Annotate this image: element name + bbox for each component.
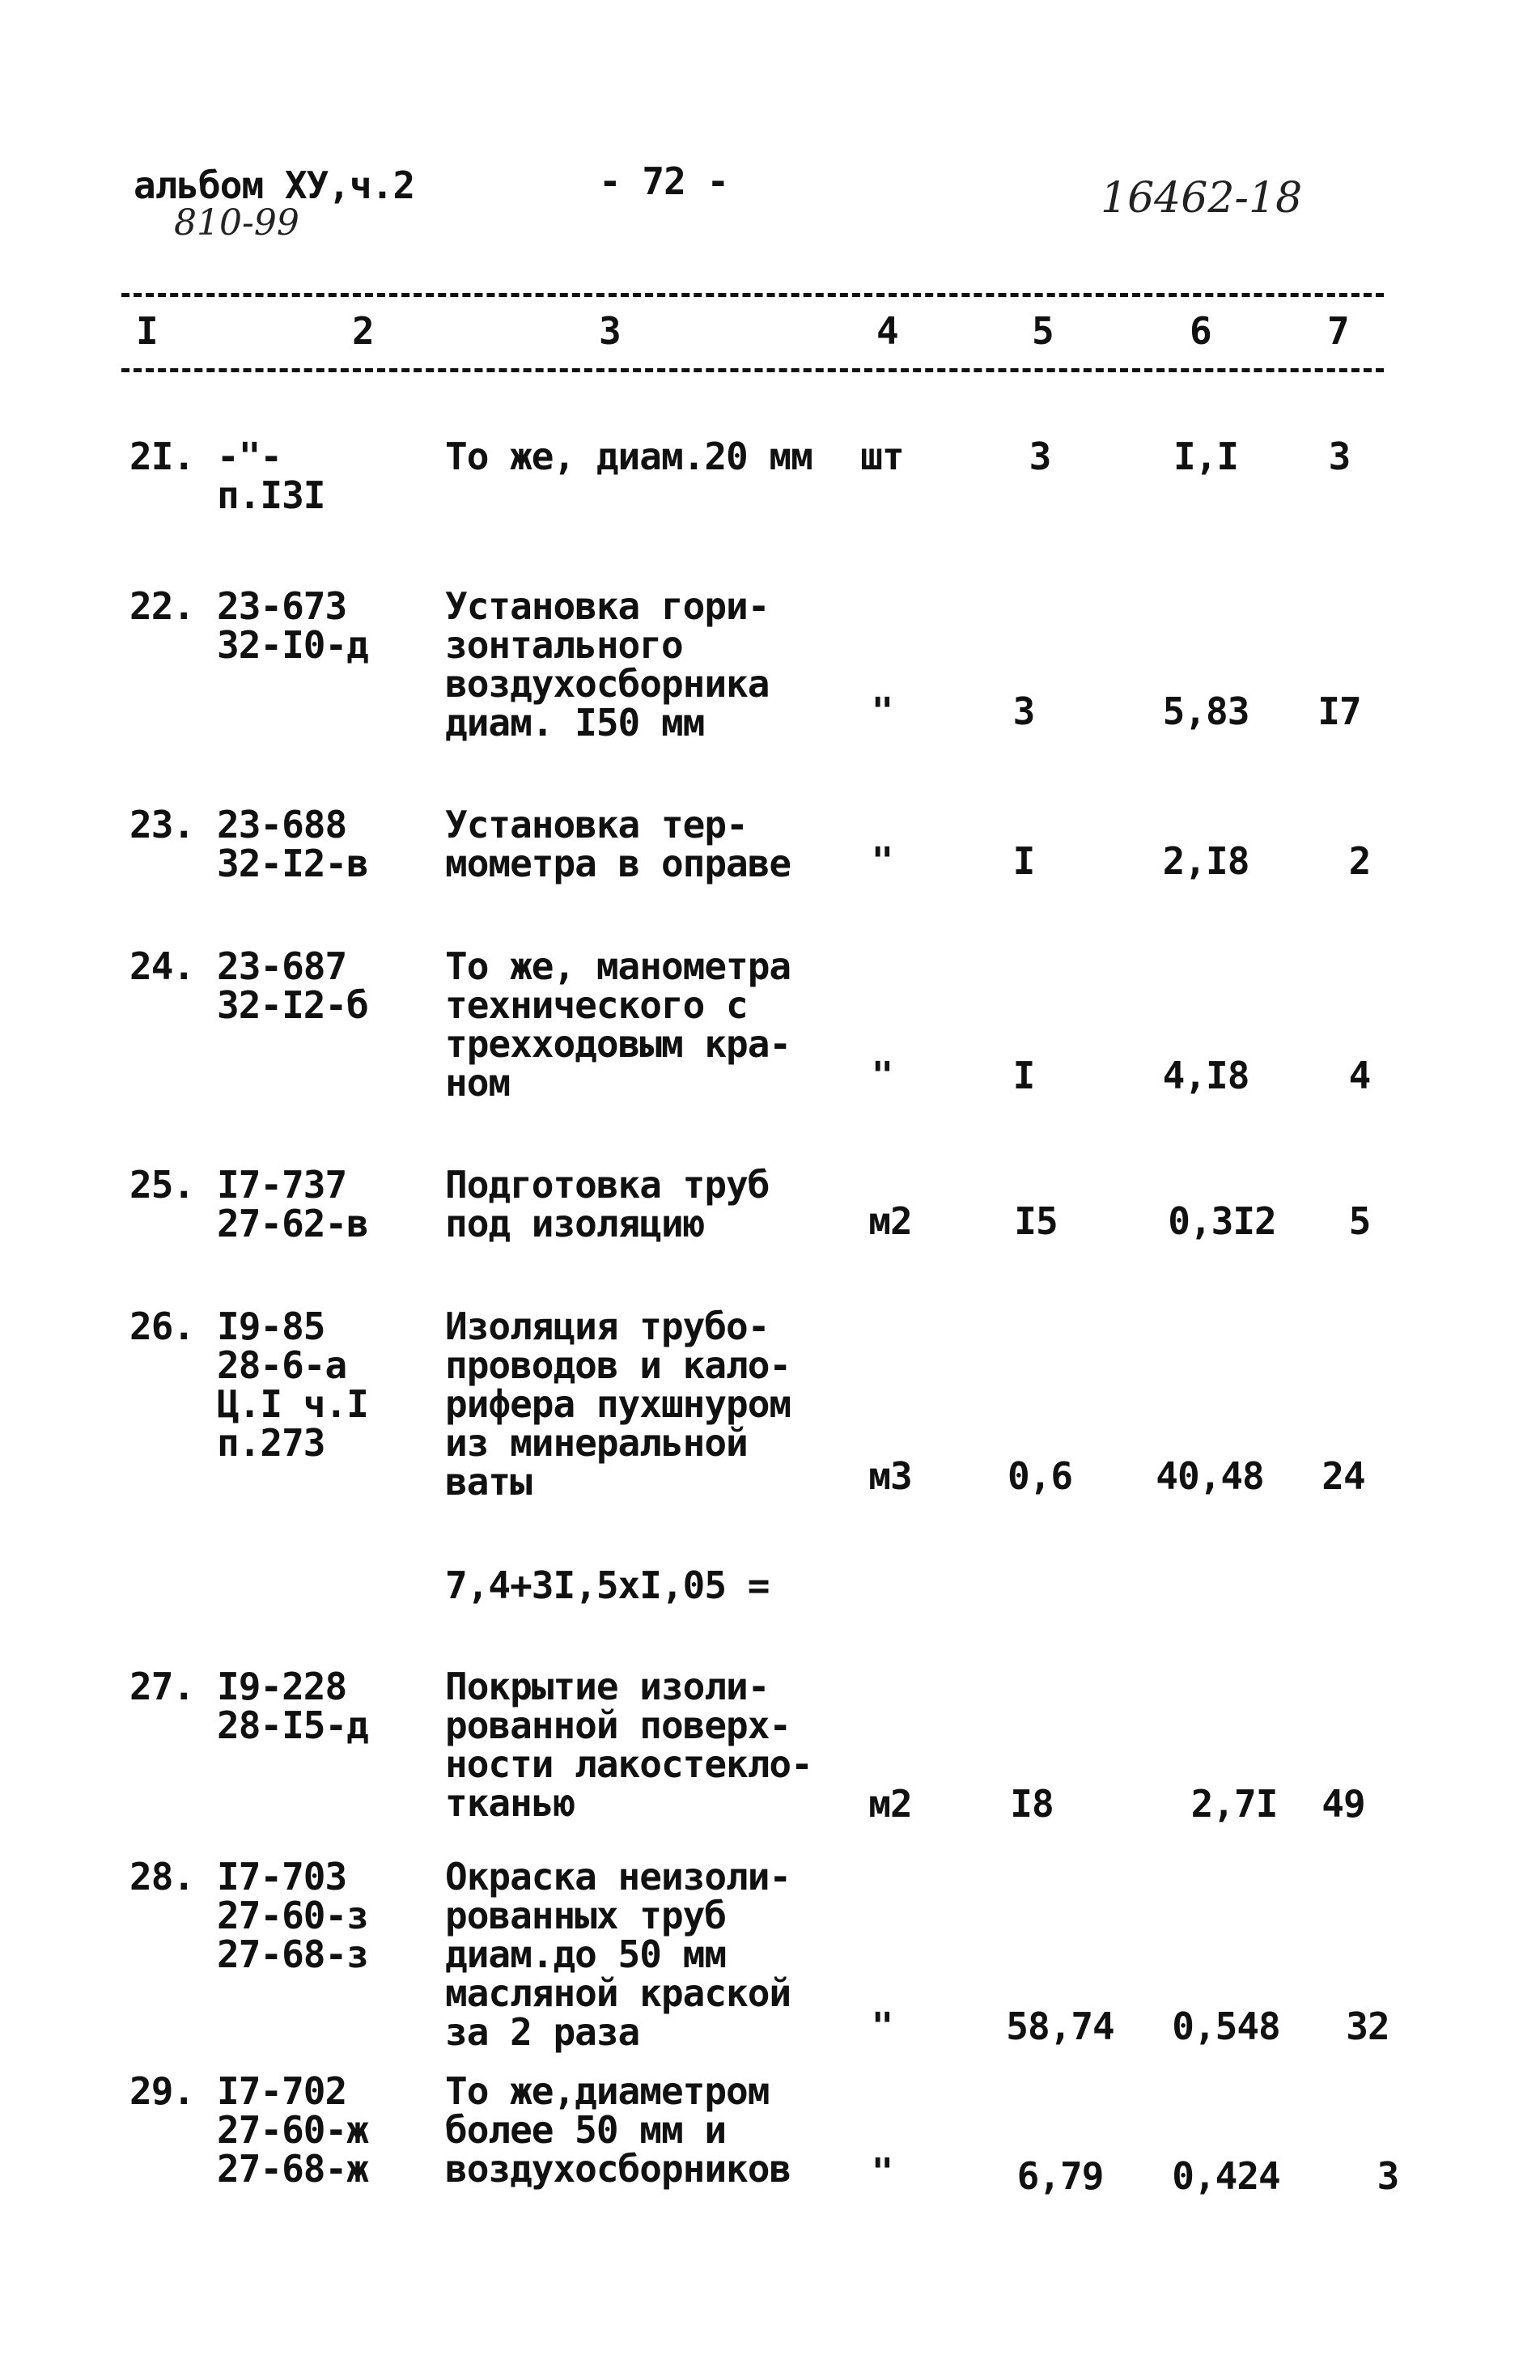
row-code: 32-I2-б xyxy=(217,983,368,1027)
row-desc-line: масляной краской xyxy=(445,1971,791,2015)
row-code: 27-60-з xyxy=(217,1894,368,1937)
row-description xyxy=(445,584,866,745)
row-price: 0,3I2 xyxy=(1168,1199,1276,1243)
row-price: 0,424 xyxy=(1172,2154,1280,2198)
row-desc-line: диам. I50 мм xyxy=(445,701,705,745)
row-desc-line: Покрытие изоли- xyxy=(445,1665,770,1708)
row-code: I9-228 xyxy=(217,1665,347,1708)
row-desc-line: под изоляцию xyxy=(445,1202,705,1245)
row-desc-line: Изоляция трубо- xyxy=(445,1305,770,1348)
row-description xyxy=(445,2069,866,2191)
row-total: 4 xyxy=(1348,1054,1371,1097)
row-number: 25. xyxy=(129,1163,195,1207)
column-header-2: 2 xyxy=(352,309,375,353)
row-price: I,I xyxy=(1173,435,1239,478)
row-price: 5,83 xyxy=(1162,689,1249,733)
row-code: Ц.I ч.I xyxy=(217,1382,368,1426)
row-total: 32 xyxy=(1346,2005,1389,2048)
row-desc-line: Установка гори- xyxy=(445,584,770,628)
column-header-6: 6 xyxy=(1190,309,1212,353)
row-total: 49 xyxy=(1322,1782,1365,1826)
row-total: I7 xyxy=(1317,689,1361,733)
row-total: 5 xyxy=(1348,1199,1371,1243)
row-number: 26. xyxy=(129,1305,195,1348)
row-codes xyxy=(217,805,419,883)
formula-text: 7,4+3I,5xI,05 = xyxy=(445,1563,770,1607)
row-unit: м3 xyxy=(868,1454,912,1498)
row-price: 40,48 xyxy=(1156,1454,1264,1498)
page-number: - 72 - xyxy=(599,159,729,203)
row-unit: " xyxy=(871,2150,893,2194)
row-code: 23-687 xyxy=(217,944,347,988)
row-desc-line: из минеральной xyxy=(445,1421,748,1465)
row-codes xyxy=(217,1165,419,1243)
row-desc-line: технического с xyxy=(445,983,748,1027)
row-number: 22. xyxy=(129,584,195,628)
row-desc-line: рованных труб xyxy=(445,1894,727,1937)
row-price: 2,7I xyxy=(1190,1782,1278,1826)
row-quantity: I5 xyxy=(1014,1199,1058,1243)
row-code: 27-68-ж xyxy=(217,2147,368,2191)
row-codes xyxy=(217,944,419,1027)
row-quantity: 0,6 xyxy=(1007,1454,1073,1498)
album-label: альбом ХУ,ч.2 xyxy=(134,163,415,207)
row-description xyxy=(445,944,866,1105)
row-code: I7-703 xyxy=(217,1855,347,1898)
row-codes xyxy=(217,1667,419,1745)
row-code: -"- xyxy=(217,435,282,478)
row-quantity: 3 xyxy=(1012,689,1035,733)
row-unit: м2 xyxy=(868,1782,912,1826)
row-desc-line: диам.до 50 мм xyxy=(445,1932,727,1976)
row-number: 27. xyxy=(129,1665,195,1708)
row-unit: " xyxy=(871,689,893,733)
row-number: 24. xyxy=(129,944,195,988)
row-number: 23. xyxy=(129,803,195,846)
row-desc-line: То же, диам.20 мм xyxy=(445,435,812,478)
row-quantity: I xyxy=(1012,1054,1035,1097)
document-number-handwritten: 16462-18 xyxy=(1101,174,1303,223)
row-code: 27-62-в xyxy=(217,1202,368,1245)
column-header-1: I xyxy=(136,309,159,353)
row-desc-line: зонтального xyxy=(445,623,683,667)
row-code: 27-60-ж xyxy=(217,2108,368,2152)
row-desc-line: То же, манометра xyxy=(445,944,791,988)
row-code: I7-702 xyxy=(217,2069,347,2113)
row-desc-line: рованной поверх- xyxy=(445,1703,791,1747)
header-rule-bottom xyxy=(121,368,1384,372)
row-codes xyxy=(217,1857,419,1974)
row-codes xyxy=(217,2069,419,2191)
row-codes xyxy=(217,437,419,515)
row-desc-line: воздухосборников xyxy=(445,2147,791,2191)
row-code: п.273 xyxy=(217,1421,325,1465)
row-code: 32-I0-д xyxy=(217,623,368,667)
row-desc-line: ваты xyxy=(445,1460,532,1504)
row-desc-line: Окраска неизоли- xyxy=(445,1855,791,1898)
row-unit: " xyxy=(871,839,893,883)
row-unit: м2 xyxy=(868,1199,912,1243)
row-desc-line: Подготовка труб xyxy=(445,1163,770,1207)
row-code: 27-68-з xyxy=(217,1932,368,1976)
header-rule-top xyxy=(121,293,1384,297)
row-price: 0,548 xyxy=(1172,2005,1280,2048)
row-description xyxy=(445,1855,866,2054)
row-total: 3 xyxy=(1377,2154,1399,2198)
row-total: 24 xyxy=(1322,1454,1365,1498)
row-code: 23-673 xyxy=(217,584,347,628)
row-quantity: 58,74 xyxy=(1006,2005,1114,2048)
row-total: 3 xyxy=(1328,435,1351,478)
column-header-7: 7 xyxy=(1327,309,1350,353)
column-header-3: 3 xyxy=(599,309,622,353)
row-description xyxy=(445,1165,866,1243)
column-header-5: 5 xyxy=(1032,309,1054,353)
row-unit: шт xyxy=(860,435,904,478)
row-quantity: 3 xyxy=(1029,435,1051,478)
row-code: I7-737 xyxy=(217,1163,347,1207)
row-code: 28-6-а xyxy=(217,1343,347,1387)
row-description xyxy=(445,805,866,883)
row-description xyxy=(445,1665,866,1825)
row-desc-line: мометра в оправе xyxy=(445,842,791,885)
row-number: 28. xyxy=(129,1855,195,1898)
row-desc-line: за 2 раза xyxy=(445,2010,640,2054)
row-desc-line: Установка тер- xyxy=(445,803,748,846)
row-code: п.I3I xyxy=(217,473,325,517)
row-quantity: I xyxy=(1012,839,1035,883)
row-code: 23-688 xyxy=(217,803,347,846)
row-code: 28-I5-д xyxy=(217,1703,368,1747)
row-number: 2I. xyxy=(129,435,195,478)
row-total: 2 xyxy=(1348,839,1371,883)
row-number: 29. xyxy=(129,2069,195,2113)
row-codes xyxy=(217,584,419,667)
row-desc-line: ности лакостекло- xyxy=(445,1742,812,1786)
row-desc-line: рифера пухшнуром xyxy=(445,1382,791,1426)
row-quantity: 6,79 xyxy=(1016,2154,1104,2198)
row-unit: " xyxy=(871,2005,893,2048)
row-code: 32-I2-в xyxy=(217,842,368,885)
row-desc-line: более 50 мм и xyxy=(445,2108,727,2152)
row-desc-line: ном xyxy=(445,1061,511,1105)
row-desc-line: тканью xyxy=(445,1781,575,1825)
row-description xyxy=(445,1305,866,1504)
row-desc-line: проводов и кало- xyxy=(445,1343,791,1387)
row-codes xyxy=(217,1305,419,1465)
row-description xyxy=(445,437,866,476)
column-header-4: 4 xyxy=(876,309,899,353)
row-unit: " xyxy=(871,1054,893,1097)
row-quantity: I8 xyxy=(1010,1782,1054,1826)
row-desc-line: воздухосборника xyxy=(445,662,770,706)
row-desc-line: трехходовым кра- xyxy=(445,1022,791,1066)
row-desc-line: То же,диаметром xyxy=(445,2069,770,2113)
row-code: I9-85 xyxy=(217,1305,325,1348)
row-price: 4,I8 xyxy=(1162,1054,1249,1097)
album-handwritten-number: 810-99 xyxy=(174,202,299,244)
row-price: 2,I8 xyxy=(1162,839,1249,883)
